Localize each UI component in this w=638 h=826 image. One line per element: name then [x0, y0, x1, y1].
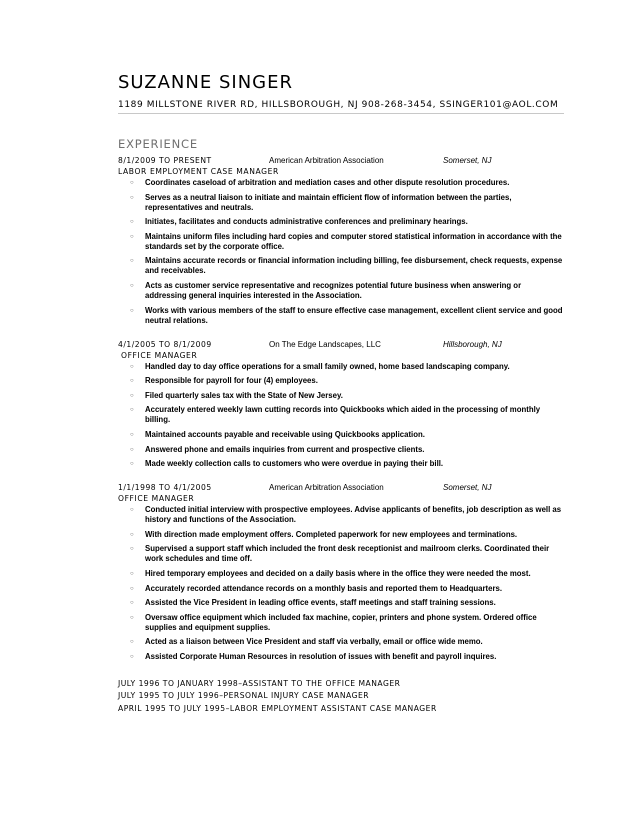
duty-item: [118, 652, 564, 662]
duty-text: Accurately recorded attendance records on a monthly basis and reported them to Headquarters.: [145, 583, 503, 593]
duty-item: [118, 584, 564, 594]
job-title: OFFICE MANAGER: [118, 350, 198, 360]
duty-item: [118, 544, 564, 564]
duty-text: Supervised a support staff which included the front desk receptionist and mailroom clerks. Coordinated their work schedules and time off.: [145, 544, 550, 564]
duty-item: [118, 505, 564, 525]
duty-item: [118, 391, 564, 401]
duty-text: Made weekly collection calls to customers who were overdue in paying their bill.: [145, 459, 444, 469]
duty-text: Responsible for payroll for four (4) employees.: [145, 376, 318, 386]
contact-info: 1189 MILLSTONE RIVER RD, HILLSBOROUGH, NJ 908-268-3454, SSINGER101@AOL.COM: [118, 100, 559, 110]
experience-heading: EXPERIENCE: [118, 137, 198, 151]
job-dates: 8/1/2009 TO PRESENT: [118, 156, 212, 165]
job-company: On The Edge Landscapes, LLC: [269, 339, 381, 349]
bullet-icon: ○: [130, 282, 134, 289]
earlier-positions: [118, 678, 564, 716]
duty-list: [118, 505, 564, 662]
job-dates: 4/1/2005 TO 8/1/2009: [118, 339, 212, 349]
duty-item: [118, 232, 564, 252]
duty-item: [118, 613, 564, 633]
duty-text: Acted as a liaison between Vice President and staff via verbally, email or office wide memo.: [145, 637, 483, 647]
bullet-icon: ○: [130, 258, 134, 265]
duty-text: Coordinates caseload of arbitration and mediation cases and other dispute resolution procedures.: [145, 178, 510, 187]
job-header: [118, 155, 564, 166]
duty-text: Oversaw office equipment which included fax machine, copier, printers and phone system. Ordered office supplies and equipment supplies.: [145, 612, 537, 632]
duty-item: [118, 376, 564, 386]
duty-item: [118, 430, 564, 440]
bullet-icon: ○: [130, 653, 134, 660]
duty-text: Maintains uniform files including hard copies and computer stored statistical information in accordance with the standards set by the corporate office.: [145, 231, 562, 251]
bullet-icon: ○: [130, 392, 134, 399]
duty-item: [118, 598, 564, 608]
job-title: LABOR EMPLOYMENT CASE MANAGER: [118, 167, 279, 176]
duty-list: [118, 362, 564, 470]
duty-text: Initiates, facilitates and conducts administrative conferences and preliminary hearings.: [145, 217, 468, 227]
job-entry: [118, 482, 564, 662]
bullet-icon: ○: [130, 431, 134, 438]
duty-text: Serves as a neutral liaison to initiate and maintain efficient flow of information between the parties, representatives and neutrals.: [145, 192, 512, 212]
duty-text: With direction made employment offers. Completed paperwork for new employees and terminations.: [145, 529, 518, 539]
job-company: American Arbitration Association: [269, 483, 384, 493]
bullet-icon: ○: [130, 307, 134, 314]
duty-item: [118, 193, 564, 213]
duty-item: [118, 217, 564, 227]
duty-text: Hired temporary employees and decided on a daily basis where in the office they were needed the most.: [145, 568, 531, 578]
job-entry: [118, 155, 564, 326]
bullet-icon: ○: [130, 219, 134, 226]
duty-item: [118, 459, 564, 469]
candidate-name: SUZANNE SINGER: [118, 72, 293, 93]
job-location: Somerset, NJ: [443, 483, 492, 493]
duty-text: Accurately entered weekly lawn cutting records into Quickbooks which aided in the processing of monthly billing.: [145, 405, 541, 425]
duty-item: [118, 306, 564, 326]
duty-item: [118, 256, 564, 276]
bullet-icon: ○: [130, 614, 134, 621]
duty-item: [118, 178, 564, 188]
duty-text: Maintained accounts payable and receivable using Quickbooks application.: [145, 429, 425, 439]
duty-item: [118, 362, 564, 372]
bullet-icon: ○: [130, 570, 134, 577]
bullet-icon: ○: [130, 639, 134, 646]
duty-item: [118, 445, 564, 455]
duty-text: Answered phone and emails inquiries from current and prospective clients.: [145, 444, 425, 454]
bullet-icon: ○: [130, 600, 134, 607]
job-list: [118, 155, 564, 662]
bullet-icon: ○: [130, 585, 134, 592]
duty-item: [118, 405, 564, 425]
bullet-icon: ○: [130, 363, 134, 370]
duty-text: Handled day to day office operations for a small family owned, home based landscaping company.: [145, 361, 510, 371]
bullet-icon: ○: [130, 546, 134, 553]
earlier-position-line: JULY 1995 TO JULY 1996–PERSONAL INJURY CASE MANAGER: [118, 691, 370, 701]
job-company: American Arbitration Association: [269, 156, 384, 165]
job-title: OFFICE MANAGER: [118, 494, 195, 504]
earlier-position-line: JULY 1996 TO JANUARY 1998–ASSISTANT TO THE OFFICE MANAGER: [118, 678, 401, 688]
job-header: [118, 482, 564, 493]
bullet-icon: ○: [130, 233, 134, 240]
job-entry: [118, 339, 564, 470]
bullet-icon: ○: [130, 507, 134, 514]
bullet-icon: ○: [130, 378, 134, 385]
job-header: [118, 339, 564, 350]
earlier-position-line: APRIL 1995 TO JULY 1995–LABOR EMPLOYMENT ASSISTANT CASE MANAGER: [118, 703, 437, 713]
duty-text: Assisted the Vice President in leading office events, staff meetings and staff training sessions.: [145, 598, 496, 608]
duty-item: [118, 569, 564, 579]
duty-list: [118, 178, 564, 326]
bullet-icon: ○: [130, 194, 134, 201]
bullet-icon: ○: [130, 407, 134, 414]
job-location: Somerset, NJ: [443, 156, 492, 165]
header-divider: [118, 113, 564, 114]
bullet-icon: ○: [130, 531, 134, 538]
bullet-icon: ○: [130, 446, 134, 453]
duty-item: [118, 637, 564, 647]
duty-text: Acts as customer service representative and recognizes potential future business when answering or addressing general inquiries interested in the Association.: [145, 280, 522, 300]
duty-text: Conducted initial interview with prospective employees. Advise applicants of benefits, job description as well as history and functions of the Association.: [145, 505, 562, 525]
duty-text: Works with various members of the staff to ensure effective case management, excellent client service and good neutral relations.: [145, 305, 563, 325]
duty-text: Filed quarterly sales tax with the State of New Jersey.: [145, 390, 343, 400]
bullet-icon: ○: [130, 461, 134, 468]
resume-page: [118, 72, 564, 715]
job-dates: 1/1/1998 TO 4/1/2005: [118, 483, 212, 493]
bullet-icon: ○: [130, 180, 134, 186]
duty-text: Assisted Corporate Human Resources in resolution of issues with benefit and payroll inquires.: [145, 651, 497, 661]
job-location: Hillsborough, NJ: [443, 339, 502, 349]
duty-item: [118, 281, 564, 301]
duty-text: Maintains accurate records or financial information including billing, fee disbursement, check requests, expense and receivables.: [145, 256, 563, 276]
duty-item: [118, 530, 564, 540]
